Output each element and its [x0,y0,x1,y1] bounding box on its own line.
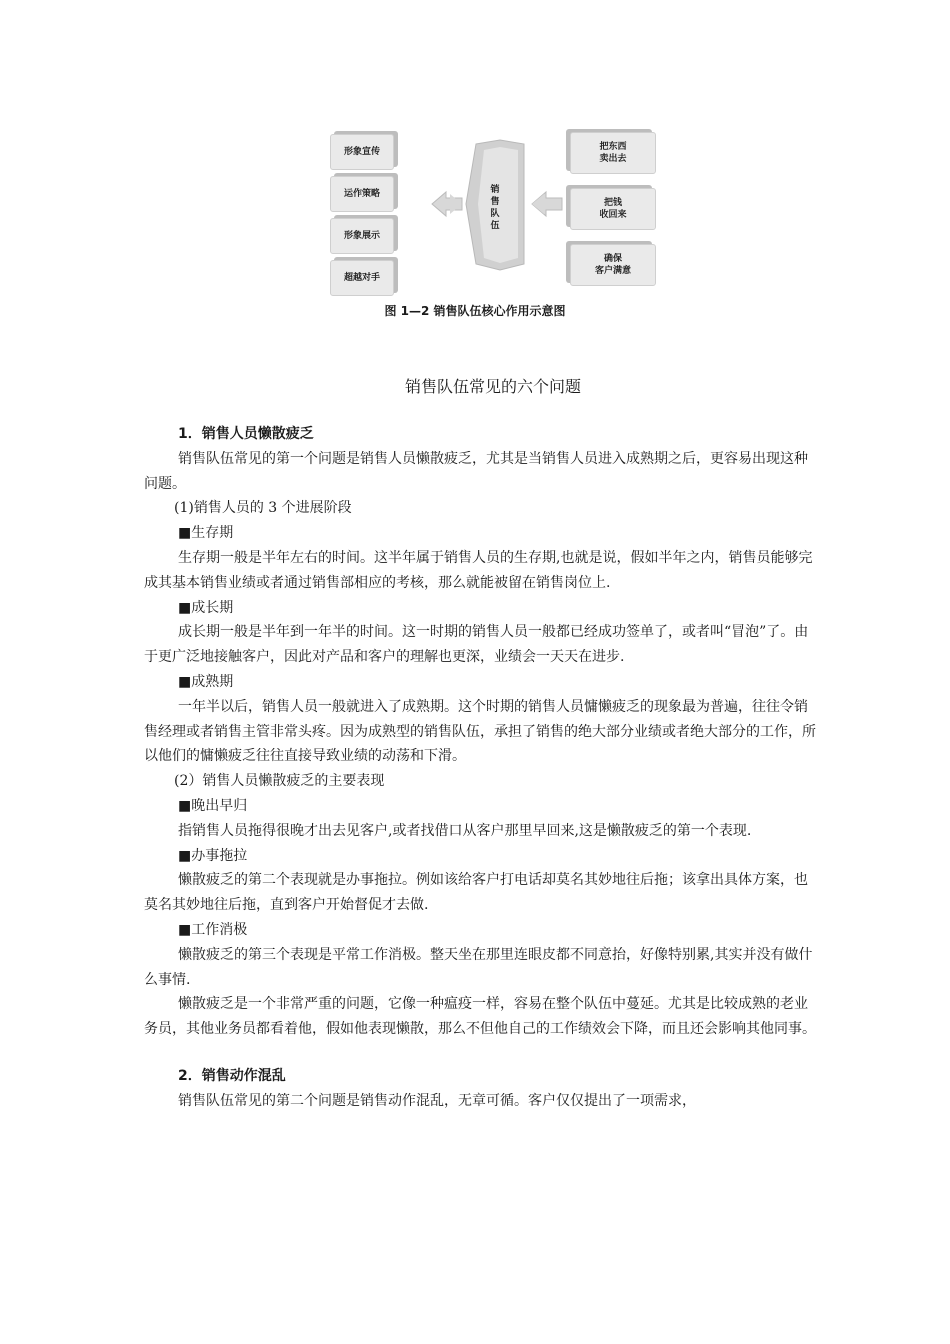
sub-heading: (2）销售人员懒散疲乏的主要表现 [174,773,385,790]
bullet-heading: ■生存期 [178,525,234,542]
right-box-customer-satisfaction: 确保 客户满意 [570,244,656,286]
paragraph: 指销售人员拖得很晚才出去见客户,或者找借口从客户那里早回来,这是懒散疲乏的第一个表现. [178,822,752,839]
bullet-heading: ■成长期 [178,599,234,616]
figure-caption: 图 1—2 销售队伍核心作用示意图 [384,304,566,318]
bullet-heading: ■成熟期 [178,673,234,690]
paragraph: 销售队伍常见的第二个问题是销售动作混乱，无章可循。客户仅仅提出了一项需求， [178,1092,696,1109]
paragraph: 懒散疲乏的第三个表现是平常工作消极。整天坐在那里连眼皮都不同意抬，好像特别累,其实并没有做什么事情. [144,946,813,988]
bullet-heading: ■办事拖拉 [178,847,248,864]
left-box-surpass-rivals: 超越对手 [330,260,394,296]
bullet-heading: ■晚出早归 [178,797,248,814]
section-heading: 1．销售人员懒散疲乏 [178,426,314,442]
bullet-heading: ■工作消极 [178,921,248,938]
paragraph: 懒散疲乏的第二个表现就是办事拖拉。例如该给客户打电话却莫名其妙地往后拖；该拿出具体方案，也莫名其妙地往后拖，直到客户开始督促才去做. [144,872,808,914]
left-box-operation-strategy: 运作策略 [330,176,394,212]
left-box-image-display: 形象展示 [330,218,394,254]
paragraph: 懒散疲乏是一个非常严重的问题，它像一种瘟疫一样，容易在整个队伍中蔓延。尤其是比较成熟的老业务员，其他业务员都看着他，假如他表现懒散，那么不但他自己的工作绩效会下降，而且还会影响其他同事。 [144,996,816,1038]
section-spacer [144,1042,820,1064]
page-title: 销售队伍常见的六个问题 [404,377,581,396]
arrow-head-left-icon [450,194,462,214]
section-heading: 2．销售动作混乱 [178,1067,286,1084]
center-label-sales-team: 销售队伍 [490,185,500,231]
paragraph: 一年半以后，销售人员一般就进入了成熟期。这个时期的销售人员慵懒疲乏的现象最为普遍，往往令销售经理或者销售主管非常头疼。因为成熟型的销售队伍，承担了销售的绝大部分业绩或者绝大部分的工作，所以他们的慵懒疲乏往往直接导致业绩的动荡和下滑。 [144,698,816,765]
paragraph: 销售队伍常见的第一个问题是销售人员懒散疲乏，尤其是当销售人员进入成熟期之后，更容易出现这种问题。 [144,450,808,492]
left-box-image-promotion: 形象宣传 [330,134,394,170]
right-box-collect-money: 把钱 收回来 [570,188,656,230]
article-body [144,422,820,1114]
arrow-head-right-icon [532,194,544,214]
paragraph: 成长期一般是半年到一年半的时间。这一时期的销售人员一般都已经成功签单了，或者叫“冒泡”了。由于更广泛地接触客户，因此对产品和客户的理解也更深，业绩会一天天在进步. [144,624,809,666]
right-box-sell-goods: 把东西 卖出去 [570,132,656,174]
paragraph: 生存期一般是半年左右的时间。这半年属于销售人员的生存期,也就是说，假如半年之内，销售员能够完成其基本销售业绩或者通过销售部相应的考核，那么就能被留在销售岗位上. [144,549,813,591]
sub-heading: (1)销售人员的 3 个进展阶段 [174,500,352,517]
core-role-diagram [0,0,950,340]
